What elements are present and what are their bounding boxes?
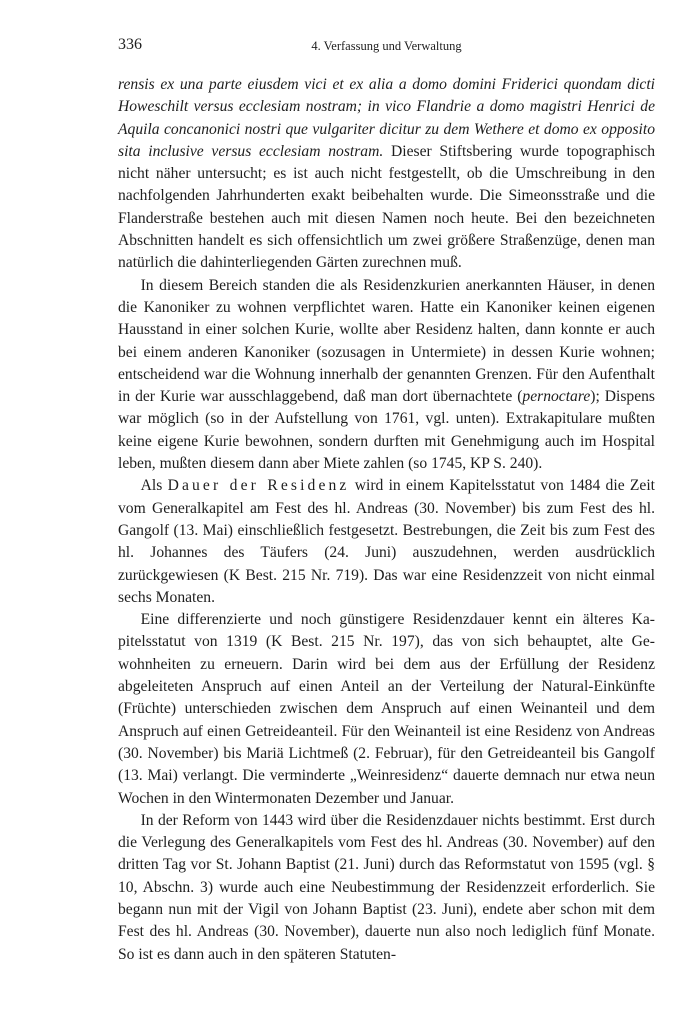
spaced-emphasis: Dauer der Residenz [167,477,350,495]
latin-quotation: rensis ex una parte eiusdem vici et ex alia a domo domini Friderici quondam dicti Howeschilt versus ecclesiam nostram; in vico Flandrie a domo magistri Henrici de Aquila concanonici nostri que vulgariter dicitur zu dem Wethere et domo ex opposito sita inclusive versus ecclesiam nostram. [118,76,655,160]
page-number: 336 [118,36,142,53]
paragraph-5-text: In der Reform von 1443 wird über die Residenzdauer nichts bestimmt. Erst durch die Verlegung des Generalkapitels vom Fest des hl. Andreas (30. November) auf den dritten Tag vor St. Johann Baptist (21. Juni) durch das Reformstatut von 1595 (vgl. § 10, Abschn. 3) wurde auch eine Neubestimmung der Residenzzeit erforderlich. Sie begann nun mit der Vigil von Johann Baptist (23. Juni), endete aber schon mit dem Fest des hl. Andreas (30. November), dauerte nun also noch lediglich fünf Monate. So ist es dann auch in den späteren Statuten- [118,811,655,963]
paragraph-1 [118,74,655,275]
latin-term: pernoctare [522,388,591,406]
paragraph-5 [118,810,655,966]
paragraph-3-text: wird in einem Kapitelsstatut von 1484 die Zeit vom Generalkapitel am Fest des hl. Andreas (30. November) bis zum Fest des hl. Gangolf (13. Mai) einschließlich festgesetzt. Bestrebungen, die Zeit bis zum Fest des hl. Johannes des Täufers (24. Juni) auszudehnen, werden ausdrücklich zurückgewiesen (K Best. 215 Nr. 719). Das war eine Residenzzeit von nicht einmal sechs Monaten. [118,477,656,606]
running-title: 4. Verfassung und Verwaltung [311,39,462,53]
paragraph-3-lead: Als [140,477,168,495]
paragraph-2-text-b: ); Dispens war möglich (so in der Aufstellung von 1761, vgl. unten). Extrakapitulare mußten keine eigene Kurie bewohnen, sondern durften mit Genehmigung auch im Hospital leben, mußten diesem dann aber Miete zahlen (so 1745, KP S. 240). [118,388,655,473]
paragraph-4 [118,609,655,810]
paragraph-2 [118,275,655,476]
paragraph-2-text-a: In diesem Bereich standen die als Residenzkurien anerkannten Häuser, in denen die Kanoniker zu wohnen verpflichtet waren. Hatte ein Kanoniker keinen eigenen Hausstand in einer solchen Kurie, wollte aber Residenz halten, dann konnte er auch bei einem anderen Kanoniker (sozusagen in Untermiete) in dessen Kurie wohnen; entscheidend war die Wohnung innerhalb der genannten Grenzen. Für den Aufenthalt in der Kurie war ausschlaggebend, daß man dort übernachtete ( [118,276,655,406]
paragraph-1-text: Dieser Stiftsbering wurde topographisch nicht näher untersucht; es ist auch nicht festgestellt, ob die Umschreibung in den nachfolgenden Jahrhunderten exakt beibehalten wurde. Die Simeonsstraße und die Flanderstraße bestehen auch mit diesen Namen noch heute. Bei den bezeichneten Abschnitten handelt es sich offensichtlich um zwei größere Straßenzüge, denen man natürlich die dahinterliegenden Gärten zurechnen muß. [118,142,655,272]
body-text [118,74,655,966]
paragraph-3 [118,475,655,609]
page-header [118,36,655,56]
paragraph-4-text: Eine differenzierte und noch günstigere Residenzdauer kennt ein älteres Kapitelsstatut von 1319 (K Best. 215 Nr. 197), das von sich behauptet, alte Gewohnheiten zu erneuern. Darin wird bei dem aus der Erfüllung der Residenz abgeleiteten Anspruch auf einen Anteil an der Verteilung der Natural-Einkünfte (Früchte) unterschieden zwischen dem Anspruch auf einen Weinanteil und dem Anspruch auf einen Getreideanteil. Für den Weinanteil ist eine Residenz von Andreas (30. November) bis Mariä Lichtmeß (2. Februar), für den Getreideanteil bis Gangolf (13. Mai) verlangt. Die verminderte „Weinresidenz“ dauerte demnach nur etwa neun Wochen in den Wintermonaten Dezember und Januar. [118,611,655,807]
